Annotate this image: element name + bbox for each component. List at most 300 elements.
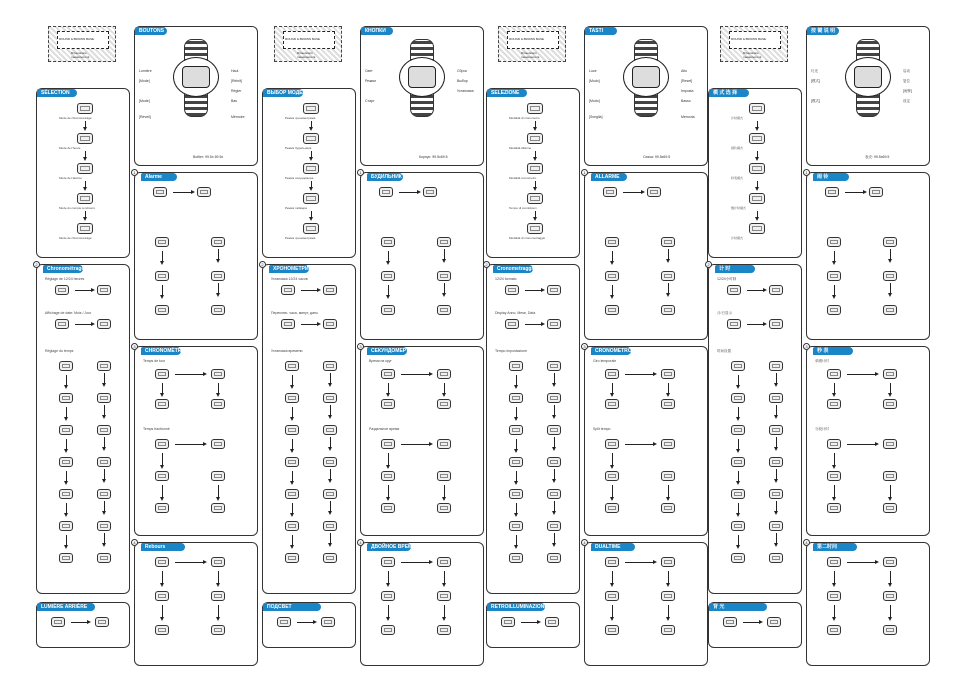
arrow-down-icon [292, 535, 293, 547]
watch-display-icon [749, 133, 765, 144]
alarm-panel [584, 172, 708, 340]
section-header: КНОПКИ [361, 27, 393, 35]
watch-lcd [182, 66, 210, 88]
arrow-down-icon [554, 437, 555, 449]
arrow-down-icon [388, 251, 389, 263]
watch-display-icon [661, 237, 675, 247]
countdown-panel [134, 542, 258, 666]
watch-display-icon [883, 591, 897, 601]
subheading-label: Display Anno, Mese, Data [495, 311, 536, 315]
watch-display-icon [77, 103, 93, 114]
timekeeping-panel [708, 264, 802, 594]
button-callout-label: Haut [231, 69, 239, 73]
arrow-down-icon [757, 121, 758, 129]
watch-display-icon [509, 425, 523, 435]
arrow-down-icon [757, 211, 758, 219]
subheading-label: 12/24小时制 [717, 277, 737, 281]
arrow-down-icon [516, 535, 517, 547]
watch-display-icon [769, 457, 783, 467]
watch-display-icon [381, 305, 395, 315]
watch-display-icon [723, 617, 737, 627]
section-header: LUMIÈRE ARRIÈRE [37, 603, 95, 611]
mode-select-panel [708, 88, 802, 258]
watch-display-icon [197, 187, 211, 197]
watch-lcd [408, 66, 436, 88]
arrow-down-icon [292, 503, 293, 515]
mode-name-label: Mode de l'heure [59, 146, 81, 150]
arrow-down-icon [668, 571, 669, 585]
section-number-badge: 4 [803, 539, 810, 546]
column-ru [262, 20, 488, 650]
button-callout-label: Memoria [681, 115, 695, 119]
button-callout-label: [Modo] [589, 99, 600, 103]
section-header: DUALTIME [591, 543, 635, 551]
watch-diagram-icon [393, 39, 451, 117]
section-number-badge: 1 [581, 169, 588, 176]
buttons-panel [584, 26, 708, 166]
watch-display-icon [303, 103, 319, 114]
watch-display-icon [769, 361, 783, 371]
column-it [486, 20, 712, 650]
arrow-down-icon [516, 471, 517, 483]
watch-display-icon [661, 471, 675, 481]
arrow-down-icon [738, 407, 739, 419]
watch-display-icon [323, 553, 337, 563]
backlight-panel [486, 602, 580, 648]
watch-display-icon [769, 521, 783, 531]
arrow-right-icon [401, 374, 431, 375]
watch-display-icon [211, 399, 225, 409]
subheading-label: Установка времени [271, 349, 303, 353]
mode-name-label: Mode de l'alarme [59, 176, 82, 180]
watch-display-icon [381, 625, 395, 635]
watch-display-icon [827, 471, 841, 481]
arrow-right-icon [175, 562, 205, 563]
watch-display-icon [381, 471, 395, 481]
arrow-right-icon [75, 324, 93, 325]
arrow-down-icon [388, 453, 389, 467]
watch-display-icon [749, 163, 765, 174]
watch-display-icon [381, 369, 395, 379]
arrow-down-icon [890, 249, 891, 261]
watch-display-icon [883, 237, 897, 247]
section-header: CRONOMETRO [591, 347, 631, 355]
logo-text: ROUND & BROWN BASE [59, 37, 95, 41]
arrow-down-icon [516, 439, 517, 451]
mode-name-label: Modalità di cronometro [509, 116, 540, 120]
watch-display-icon [437, 369, 451, 379]
watch-display-icon [509, 489, 523, 499]
button-callout-label: [Réveil] [139, 115, 151, 119]
mode-select-panel [36, 88, 130, 258]
watch-display-icon [769, 285, 783, 295]
arrow-down-icon [776, 437, 777, 449]
watch-display-icon [77, 193, 93, 204]
arrow-down-icon [388, 383, 389, 395]
timekeeping-panel [36, 264, 130, 594]
watch-display-icon [155, 503, 169, 513]
watch-display-icon [527, 103, 543, 114]
arrow-down-icon [162, 485, 163, 499]
arrow-down-icon [85, 181, 86, 189]
arrow-down-icon [104, 501, 105, 513]
arrow-down-icon [776, 501, 777, 513]
watch-display-icon [769, 319, 783, 329]
watch-display-icon [211, 503, 225, 513]
arrow-down-icon [388, 605, 389, 619]
watch-display-icon [661, 439, 675, 449]
stopwatch-panel [360, 346, 484, 536]
buttons-panel [134, 26, 258, 166]
button-callout-label: 灯光 [811, 69, 818, 73]
arrow-down-icon [890, 383, 891, 395]
mode-name-label: Режим хронометража [285, 116, 316, 120]
arrow-down-icon [612, 453, 613, 467]
watch-display-icon [211, 557, 225, 567]
watch-display-icon [437, 471, 451, 481]
brand-logo-block [720, 26, 788, 62]
arrow-right-icon [297, 622, 315, 623]
watch-display-icon [605, 625, 619, 635]
arrow-down-icon [104, 373, 105, 385]
watch-display-icon [883, 399, 897, 409]
watch-display-icon [281, 319, 295, 329]
watch-display-icon [505, 319, 519, 329]
mode-name-label: 秒表模式 [731, 176, 744, 180]
watch-display-icon [869, 187, 883, 197]
section-number-badge: 3 [803, 343, 810, 350]
arrow-down-icon [330, 469, 331, 481]
watch-display-icon [661, 503, 675, 513]
watch-display-icon [827, 271, 841, 281]
watch-display-icon [527, 223, 543, 234]
watch-display-icon [323, 425, 337, 435]
arrow-down-icon [890, 283, 891, 295]
watch-display-icon [605, 503, 619, 513]
watch-display-icon [605, 369, 619, 379]
arrow-down-icon [330, 533, 331, 545]
watch-display-icon [509, 361, 523, 371]
section-header: Rebours [141, 543, 185, 551]
watch-display-icon [379, 187, 393, 197]
watch-display-icon [155, 557, 169, 567]
column-zh [708, 20, 934, 650]
watch-display-icon [285, 393, 299, 403]
watch-display-icon [661, 625, 675, 635]
countdown-panel [806, 542, 930, 666]
watch-display-icon [59, 489, 73, 499]
watch-display-icon [661, 591, 675, 601]
button-callout-label: [模式] [811, 79, 820, 83]
watch-display-icon [605, 237, 619, 247]
arrow-down-icon [444, 283, 445, 295]
stopwatch-panel [134, 346, 258, 536]
section-number-badge: 3 [357, 343, 364, 350]
section-header: ВЫБОР МОДЕЛИ [263, 89, 303, 97]
arrow-down-icon [444, 605, 445, 619]
watch-display-icon [605, 439, 619, 449]
watch-display-icon [381, 557, 395, 567]
watch-display-icon [77, 133, 93, 144]
arrow-right-icon [75, 290, 93, 291]
watch-display-icon [883, 471, 897, 481]
subheading-label: Temps fractionné [143, 427, 170, 431]
watch-display-icon [547, 361, 561, 371]
watch-display-icon [883, 439, 897, 449]
section-number-badge: 2 [483, 261, 490, 268]
watch-display-icon [727, 285, 741, 295]
arrow-down-icon [554, 533, 555, 545]
button-callout-label: 设定 [903, 99, 910, 103]
watch-display-icon [827, 439, 841, 449]
arrow-right-icon [747, 290, 765, 291]
logo-text: measurement [743, 55, 762, 59]
watch-display-icon [381, 591, 395, 601]
arrow-down-icon [162, 571, 163, 585]
watch-display-icon [509, 521, 523, 531]
watch-display-icon [749, 103, 765, 114]
mode-name-label: Режим будильника [285, 146, 312, 150]
arrow-down-icon [834, 485, 835, 499]
arrow-right-icon [175, 374, 205, 375]
arrow-down-icon [292, 439, 293, 451]
watch-display-icon [827, 305, 841, 315]
arrow-down-icon [668, 605, 669, 619]
arrow-right-icon [301, 290, 319, 291]
watch-display-icon [749, 223, 765, 234]
section-number-badge: 3 [131, 343, 138, 350]
mode-name-label: Modalità cronometro [509, 176, 537, 180]
watch-display-icon [767, 617, 781, 627]
watch-display-icon [59, 521, 73, 531]
subheading-label: Раздельное время [369, 427, 400, 431]
backlight-panel [708, 602, 802, 648]
arrow-down-icon [330, 437, 331, 449]
watch-display-icon [437, 271, 451, 281]
arrow-down-icon [612, 251, 613, 263]
watch-display-icon [153, 187, 167, 197]
arrow-down-icon [757, 151, 758, 159]
arrow-right-icon [747, 324, 765, 325]
watch-display-icon [547, 553, 561, 563]
watch-display-icon [59, 425, 73, 435]
section-header: RETROILLUMINAZIONE [487, 603, 545, 611]
subheading-label: 12/24 formato [495, 277, 517, 281]
watch-display-icon [323, 285, 337, 295]
watch-display-icon [285, 425, 299, 435]
arrow-down-icon [330, 373, 331, 385]
button-callout-label: Mémoire [231, 115, 245, 119]
brand-logo-block [48, 26, 116, 62]
section-header: 秒 表 [813, 347, 853, 355]
watch-display-icon [97, 319, 111, 329]
watch-display-icon [827, 237, 841, 247]
subheading-label: Affichage de date: Mois / Jour [45, 311, 92, 315]
arrow-down-icon [776, 469, 777, 481]
watch-display-icon [547, 521, 561, 531]
watch-display-icon [547, 425, 561, 435]
watch-display-icon [281, 285, 295, 295]
button-callout-label: Режим [365, 79, 376, 83]
arrow-down-icon [612, 571, 613, 585]
column-fr [36, 20, 262, 650]
watch-display-icon [277, 617, 291, 627]
watch-display-icon [661, 271, 675, 281]
arrow-down-icon [668, 249, 669, 261]
watch-display-icon [605, 305, 619, 315]
button-callout-label: Bas [231, 99, 238, 103]
button-callout-label: [Modo] [589, 79, 600, 83]
logo-text: measurement [297, 55, 316, 59]
section-header: ALLARME [591, 173, 627, 181]
watch-display-icon [547, 285, 561, 295]
arrow-down-icon [834, 453, 835, 467]
section-header: CHRONOMÈTRE [141, 347, 181, 355]
mode-name-label: Mode du compte à rebours [59, 206, 95, 210]
mode-name-label: Mode de chronométrage [59, 236, 92, 240]
section-header: Alarme [141, 173, 177, 181]
watch-display-icon [605, 271, 619, 281]
timekeeping-panel [262, 264, 356, 594]
watch-display-icon [883, 503, 897, 513]
watch-display-icon [437, 557, 451, 567]
arrow-down-icon [311, 121, 312, 129]
arrow-down-icon [516, 407, 517, 419]
watch-display-icon [155, 271, 169, 281]
watch-display-icon [97, 393, 111, 403]
button-callout-label: Luce [589, 69, 597, 73]
arrow-down-icon [516, 375, 517, 387]
section-header: SELEZIONE [487, 89, 527, 97]
logo-text: Dimensions [743, 51, 759, 55]
arrow-down-icon [834, 605, 835, 619]
watch-display-icon [731, 457, 745, 467]
section-header: БУДИЛЬНИК [367, 173, 403, 181]
arrow-right-icon [175, 444, 205, 445]
arrow-down-icon [218, 283, 219, 295]
arrow-down-icon [104, 469, 105, 481]
subheading-label: 时间设置 [717, 349, 731, 353]
watch-display-icon [423, 187, 437, 197]
watch-display-icon [527, 163, 543, 174]
arrow-down-icon [890, 485, 891, 499]
watch-display-icon [769, 553, 783, 563]
alarm-panel [360, 172, 484, 340]
watch-display-icon [155, 237, 169, 247]
arrow-down-icon [834, 251, 835, 263]
logo-text: ROUND & BROWN BASE [285, 37, 321, 41]
watch-display-icon [97, 285, 111, 295]
arrow-down-icon [554, 405, 555, 417]
arrow-down-icon [890, 605, 891, 619]
watch-display-icon [77, 163, 93, 174]
section-header: 闹 铃 [813, 173, 849, 181]
section-number-badge: 3 [581, 343, 588, 350]
watch-display-icon [661, 369, 675, 379]
mode-name-label: Modalità Allarme [509, 146, 532, 150]
watch-diagram-icon [617, 39, 675, 117]
watch-display-icon [605, 591, 619, 601]
mode-name-label: 计时模式 [731, 116, 744, 120]
arrow-down-icon [66, 375, 67, 387]
subheading-label: Переключ. часа, минут, даты [271, 311, 318, 315]
arrow-down-icon [535, 121, 536, 129]
arrow-right-icon [625, 444, 655, 445]
arrow-right-icon [525, 324, 543, 325]
subheading-label: Giro temporale [593, 359, 617, 363]
arrow-right-icon [399, 192, 419, 193]
arrow-right-icon [623, 192, 643, 193]
button-callout-label: Lumière [139, 69, 152, 73]
watch-display-icon [59, 553, 73, 563]
arrow-right-icon [847, 374, 877, 375]
arrow-down-icon [292, 375, 293, 387]
section-header: 模 式 选 择 [709, 89, 749, 97]
mode-name-label: 倒计时模式 [731, 206, 747, 210]
watch-face [173, 57, 219, 97]
arrow-down-icon [162, 383, 163, 395]
section-number-badge: 2 [33, 261, 40, 268]
watch-display-icon [211, 625, 225, 635]
section-header: 按 键 说 明 [807, 27, 839, 35]
arrow-down-icon [85, 121, 86, 129]
watch-display-icon [97, 425, 111, 435]
watch-display-icon [547, 489, 561, 499]
watch-display-icon [769, 425, 783, 435]
watch-display-icon [97, 489, 111, 499]
arrow-down-icon [292, 471, 293, 483]
subheading-label: Réglage du temps [45, 349, 74, 353]
watch-display-icon [211, 305, 225, 315]
watch-display-icon [661, 305, 675, 315]
button-callout-label: Alto [681, 69, 688, 73]
watch-display-icon [437, 237, 451, 247]
arrow-down-icon [66, 407, 67, 419]
section-number-badge: 4 [131, 539, 138, 546]
arrow-down-icon [444, 485, 445, 499]
watch-display-icon [55, 319, 69, 329]
watch-display-icon [97, 521, 111, 531]
button-callout-label: [Réinit] [231, 79, 242, 83]
watch-display-icon [155, 369, 169, 379]
arrow-down-icon [330, 501, 331, 513]
arrow-down-icon [330, 405, 331, 417]
watch-display-icon [509, 393, 523, 403]
button-callout-label: [Reset] [681, 79, 693, 83]
arrow-down-icon [554, 501, 555, 513]
section-header: ПОДСВЕТ [263, 603, 321, 611]
arrow-down-icon [104, 533, 105, 545]
backlight-panel [36, 602, 130, 648]
watch-display-icon [323, 319, 337, 329]
watch-display-icon [303, 193, 319, 204]
arrow-right-icon [401, 444, 431, 445]
timekeeping-panel [486, 264, 580, 594]
watch-display-icon [155, 399, 169, 409]
alarm-panel [134, 172, 258, 340]
watch-display-icon [323, 393, 337, 403]
subheading-label: Tempo impostazione [495, 349, 528, 353]
subheading-label: Temps de tour [143, 359, 166, 363]
countdown-panel [360, 542, 484, 666]
watch-display-icon [731, 489, 745, 499]
watch-display-icon [545, 617, 559, 627]
watch-display-icon [883, 271, 897, 281]
watch-display-icon [731, 361, 745, 371]
watch-display-icon [731, 521, 745, 531]
arrow-right-icon [743, 622, 761, 623]
watch-display-icon [661, 399, 675, 409]
